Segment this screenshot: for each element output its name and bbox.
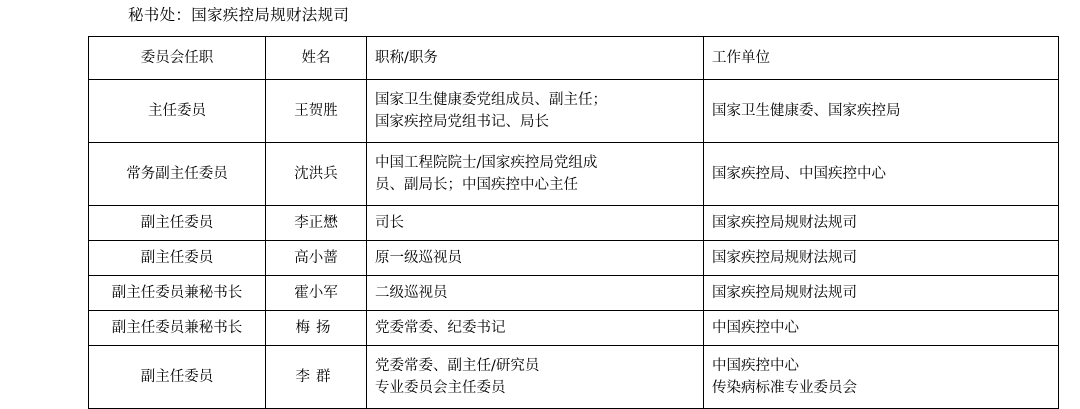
- cell-unit-line: 中国疾控中心: [712, 320, 799, 336]
- cell-title-line: 专业委员会主任委员: [375, 380, 506, 396]
- cell-title-line: 国家疾控局党组书记、局长: [375, 114, 549, 130]
- cell-role: 常务副主任委员: [89, 143, 266, 206]
- table-row: [89, 276, 1059, 311]
- cell-unit: [704, 143, 1059, 206]
- cell-title-line: 党委常委、副主任/研究员: [375, 358, 540, 374]
- cell-title-line: 党委常委、纪委书记: [375, 320, 506, 336]
- cell-unit-line: 国家疾控局、中国疾控中心: [712, 166, 886, 182]
- cell-name: 高小蔷: [266, 241, 367, 276]
- header-role: 委员会任职: [89, 37, 266, 80]
- cell-unit: [704, 206, 1059, 241]
- cell-title: [367, 80, 704, 143]
- cell-unit-line: 国家疾控局规财法规司: [712, 250, 857, 266]
- cell-name: 沈洪兵: [266, 143, 367, 206]
- cell-unit: [704, 241, 1059, 276]
- cell-unit-line: 国家疾控局规财法规司: [712, 215, 857, 231]
- table-row: [89, 346, 1059, 409]
- table-header: [89, 37, 1059, 80]
- header-unit: 工作单位: [704, 37, 1059, 80]
- table-row: [89, 241, 1059, 276]
- secretariat-caption: 秘书处：国家疾控局规财法规司: [128, 6, 350, 24]
- cell-role: 副主任委员兼秘书长: [89, 311, 266, 346]
- cell-unit: [704, 80, 1059, 143]
- cell-unit-line: 传染病标准专业委员会: [712, 380, 857, 396]
- table-row: [89, 80, 1059, 143]
- table-row: [89, 311, 1059, 346]
- cell-title-line: 原一级巡视员: [375, 250, 462, 266]
- cell-title: [367, 311, 704, 346]
- cell-unit-line: 国家疾控局规财法规司: [712, 285, 857, 301]
- table-row: [89, 143, 1059, 206]
- cell-name: 李正懋: [266, 206, 367, 241]
- cell-title: [367, 346, 704, 409]
- cell-name: 王贺胜: [266, 80, 367, 143]
- committee-roster-table: [88, 36, 1059, 409]
- cell-title: [367, 241, 704, 276]
- cell-name: 李群: [266, 346, 367, 409]
- table-row: [89, 206, 1059, 241]
- cell-role: 副主任委员兼秘书长: [89, 276, 266, 311]
- cell-name: 梅扬: [266, 311, 367, 346]
- cell-title-line: 国家卫生健康委党组成员、副主任；: [375, 92, 607, 108]
- header-name: 姓名: [266, 37, 367, 80]
- table-body: [89, 80, 1059, 409]
- cell-title: [367, 143, 704, 206]
- cell-title-line: 司长: [375, 215, 404, 231]
- cell-role: 主任委员: [89, 80, 266, 143]
- header-title: 职称/职务: [367, 37, 704, 80]
- cell-role: 副主任委员: [89, 206, 266, 241]
- cell-title-line: 中国工程院院士/国家疾控局党组成: [375, 155, 598, 171]
- cell-unit: [704, 311, 1059, 346]
- cell-unit-line: 国家卫生健康委、国家疾控局: [712, 103, 901, 119]
- table-header-row: [89, 37, 1059, 80]
- cell-unit-line: 中国疾控中心: [712, 358, 799, 374]
- cell-unit: [704, 276, 1059, 311]
- cell-title: [367, 206, 704, 241]
- cell-unit: [704, 346, 1059, 409]
- cell-role: 副主任委员: [89, 346, 266, 409]
- cell-title-line: 员、副局长；中国疾控中心主任: [375, 177, 578, 193]
- cell-name: 霍小军: [266, 276, 367, 311]
- cell-title-line: 二级巡视员: [375, 285, 448, 301]
- committee-roster-table-wrapper: [88, 36, 992, 409]
- cell-title: [367, 276, 704, 311]
- cell-role: 副主任委员: [89, 241, 266, 276]
